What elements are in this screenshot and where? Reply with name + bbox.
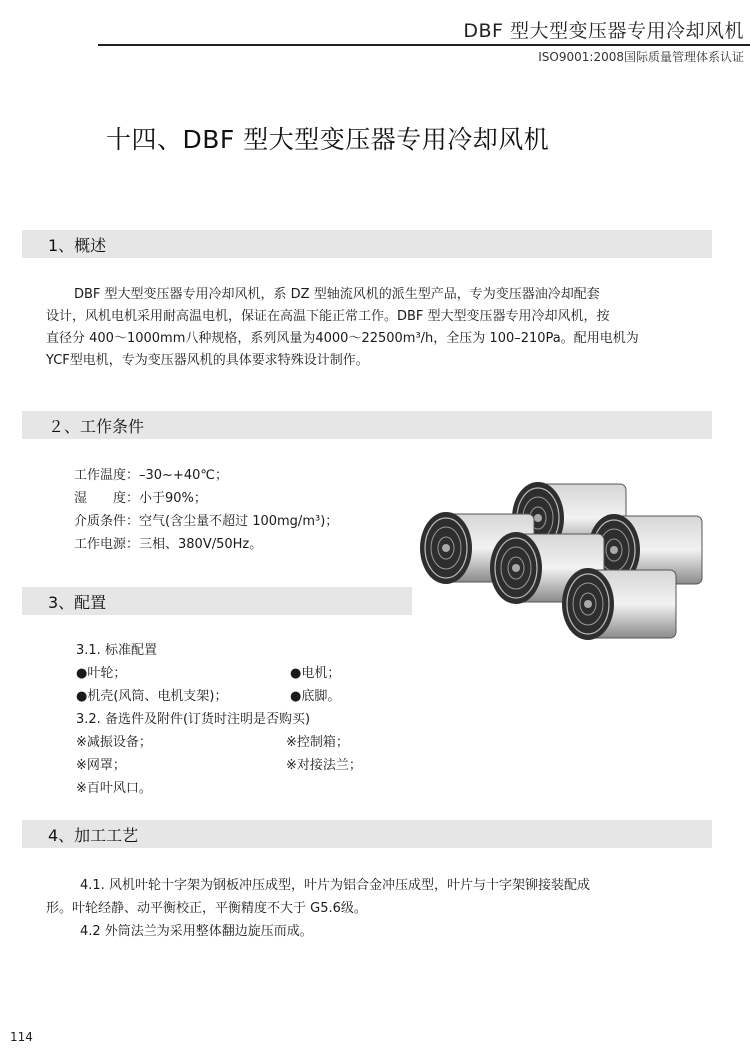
optional-item: ※百叶风口。 [76, 781, 152, 796]
page-number: 114 [10, 1030, 33, 1044]
condition-item: 介质条件：空气(含尘量不超过 100mg/m³)； [74, 514, 339, 529]
overview-paragraph-body [46, 306, 639, 372]
optional-item: ※减振设备； [76, 735, 152, 750]
condition-item: 工作电源：三相、380V/50Hz。 [74, 537, 263, 552]
standard-item: ●电机； [290, 666, 341, 681]
overview-line: YCF型电机，专为变压器风机的具体要求特殊设计制作。 [46, 353, 369, 368]
section-bar-config [22, 587, 412, 615]
condition-item: 湿 度：小于90%； [74, 491, 207, 506]
header-subtitle: ISO9001:2008国际质量管理体系认证 [538, 50, 744, 64]
process-line: 形。叶轮经静、动平衡校正，平衡精度不大于 G5.6级。 [46, 901, 367, 916]
section-heading-process: 4、加工工艺 [48, 826, 139, 845]
optional-config-title: 3.2. 备选件及附件(订货时注明是否购买) [76, 712, 311, 727]
page-title: 十四、DBF 型大型变压器专用冷却风机 [106, 125, 550, 154]
standard-item: ●机壳(风筒、电机支架)； [76, 689, 228, 704]
condition-item: 工作温度：–30~+40℃； [74, 468, 228, 483]
overview-line: 设计，风机电机采用耐高温电机，保证在高温下能正常工作。DBF 型大型变压器专用冷却风机，按 [46, 309, 610, 324]
header-rule [98, 44, 750, 46]
header-title: DBF 型大型变压器专用冷却风机 [463, 20, 744, 42]
optional-item: ※对接法兰； [286, 758, 362, 773]
overview-line: DBF 型大型变压器专用冷却风机，系 DZ 型轴流风机的派生型产品，专为变压器油冷却配套 [74, 287, 600, 302]
section-heading-config: 3、配置 [48, 593, 107, 612]
optional-item: ※控制箱； [286, 735, 349, 750]
overview-paragraph [74, 284, 600, 306]
fan-unit [562, 568, 676, 640]
process-line: 4.1. 风机叶轮十字架为钢板冲压成型，叶片为铝合金冲压成型，叶片与十字架铆接装配成 [80, 878, 590, 893]
section-heading-overview: 1、概述 [48, 236, 107, 255]
standard-config-title: 3.1. 标准配置 [76, 643, 157, 658]
standard-item: ●叶轮； [76, 666, 127, 681]
overview-line: 直径分 400～1000mm八种规格，系列风量为4000～22500m³/h，全压为 100–210Pa。配用电机为 [46, 331, 639, 346]
fan-product-image [408, 470, 724, 650]
section-heading-conditions: ２、工作条件 [48, 417, 145, 436]
process-line: 4.2 外筒法兰为采用整体翻边旋压而成。 [80, 924, 313, 939]
optional-item: ※网罩； [76, 758, 126, 773]
standard-item: ●底脚。 [290, 689, 341, 704]
section-bar-conditions [22, 411, 712, 439]
section-bar-overview [22, 230, 712, 258]
section-bar-process [22, 820, 712, 848]
